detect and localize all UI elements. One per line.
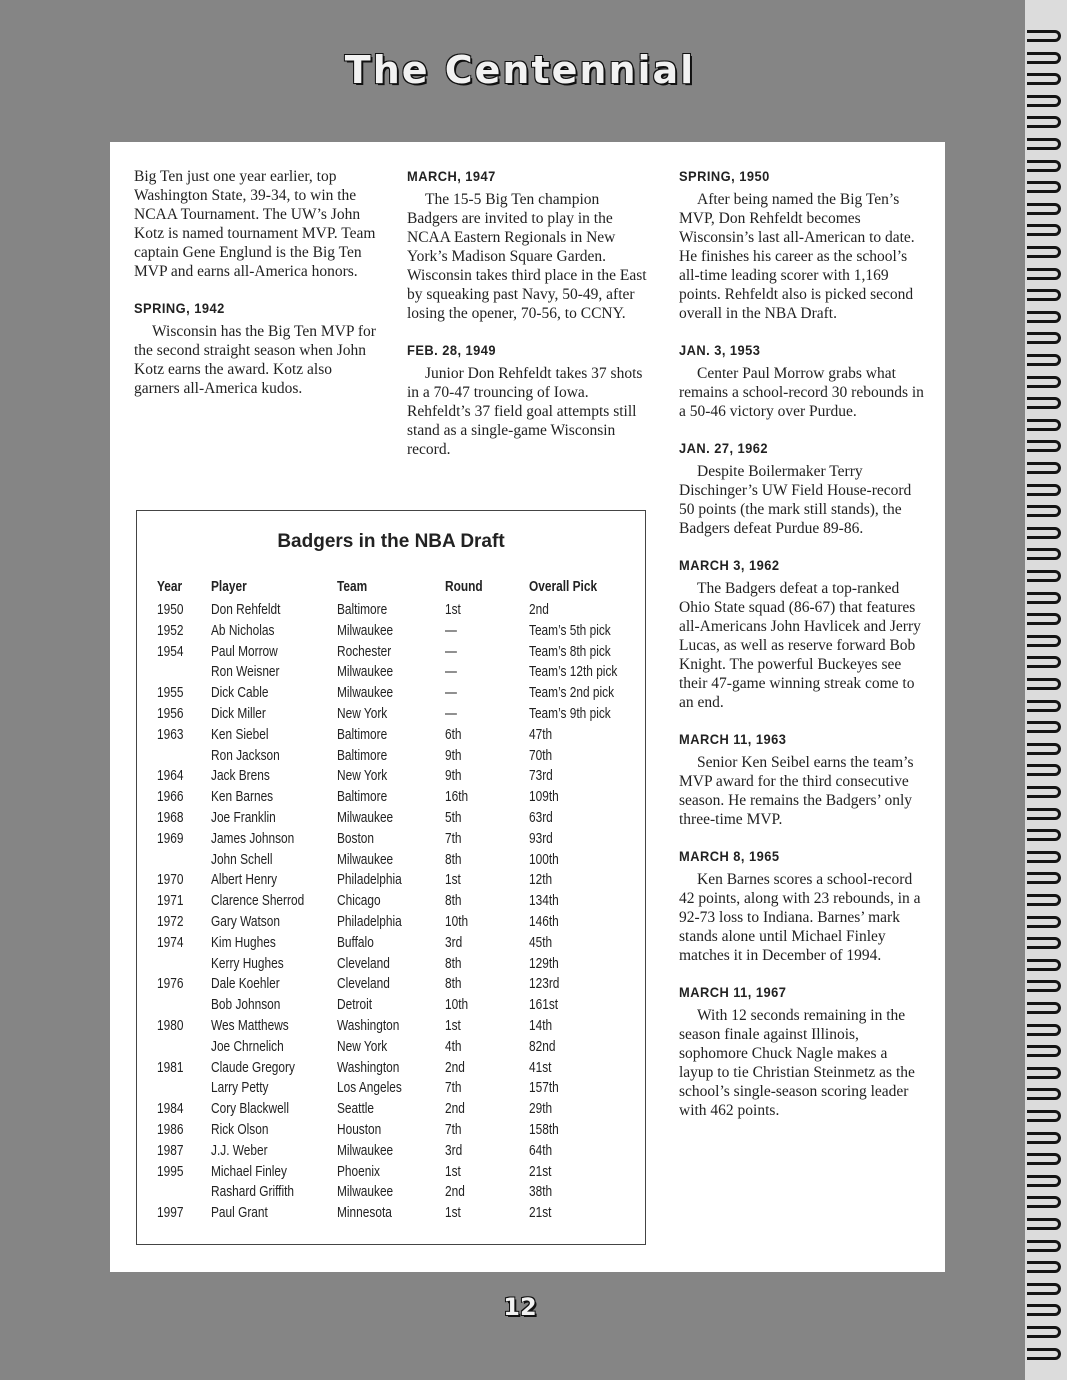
binding-ring <box>1027 160 1061 172</box>
binding-ring <box>1027 786 1061 798</box>
timeline-entry <box>407 167 652 323</box>
cell-round: 7th <box>445 1080 462 1097</box>
entry-text: After being named the Big Ten’s MVP, Don Rehfeldt becomes Wisconsin’s last all-American to date. He finishes his career as the school’s all-time leading scorer with 1,169 points. Rehfeldt also is picked second overall in the NBA Draft. <box>679 191 915 322</box>
binding-ring <box>1027 1153 1061 1165</box>
cell-team: Baltimore <box>337 747 388 764</box>
cell-year: 1956 <box>157 706 184 722</box>
table-row <box>137 768 645 788</box>
cell-round: 2nd <box>445 1059 465 1076</box>
cell-year: 1987 <box>157 1142 184 1159</box>
cell-year: 1976 <box>157 976 184 993</box>
cell-round: 7th <box>445 830 462 847</box>
cell-round: 1st <box>445 1163 461 1180</box>
binding-ring <box>1027 138 1061 150</box>
cell-round: — <box>445 664 457 681</box>
binding-ring <box>1027 635 1061 647</box>
binding-ring <box>1027 224 1061 236</box>
binding-ring <box>1027 1024 1061 1036</box>
cell-round: 6th <box>445 726 462 743</box>
cell-round: 2nd <box>445 1184 465 1201</box>
entry-date: JAN. 27, 1962 <box>679 440 769 456</box>
table-row <box>137 810 645 830</box>
table-row <box>137 1184 645 1204</box>
table-row <box>137 976 645 996</box>
entry-text: Center Paul Morrow grabs what remains a school-record 30 rebounds in a 50-46 victory over Purdue. <box>679 365 924 420</box>
entry-date: MARCH 11, 1967 <box>679 984 787 1000</box>
cell-player: Rashard Griffith <box>211 1184 295 1201</box>
binding-ring <box>1027 743 1061 755</box>
cell-year: 1966 <box>157 789 184 806</box>
binding-ring <box>1027 851 1061 863</box>
cell-overall-pick: 12th <box>529 872 553 889</box>
header-round: Round <box>445 579 483 595</box>
cell-overall-pick: 123rd <box>529 976 560 993</box>
binding-ring <box>1027 700 1061 712</box>
header-team: Team <box>337 579 368 595</box>
binding-ring <box>1027 311 1061 323</box>
timeline-entry <box>407 341 652 459</box>
binding-ring <box>1027 1132 1061 1144</box>
binding-ring <box>1027 419 1061 431</box>
draft-table-title: Badgers in the NBA Draft <box>277 531 505 552</box>
cell-round: 8th <box>445 851 462 868</box>
cell-team: Philadelphia <box>337 914 402 930</box>
cell-player: Clarence Sherrod <box>211 893 305 910</box>
binding-ring <box>1027 1175 1061 1187</box>
table-row <box>137 1143 645 1163</box>
left-column <box>134 167 379 416</box>
right-column <box>679 167 924 1138</box>
header-year: Year <box>157 579 183 595</box>
timeline-entry <box>679 341 924 421</box>
table-row <box>137 602 645 622</box>
entry-text: The Badgers defeat a top-ranked Ohio State squad (86-67) that features all-Americans John Havlicek and Jerry Lucas, as well as reserve forward Bob Knight. The powerful Buckeyes see their 47-game winning streak come to an end. <box>679 580 921 711</box>
cell-year: 1950 <box>157 602 184 618</box>
timeline-entry <box>679 439 924 538</box>
entry-text: Despite Boilermaker Terry Dischinger’s UW Field House-record 50 points (the mark still stands), the Badgers defeat Purdue 89-86. <box>679 463 912 537</box>
binding-ring <box>1027 678 1061 690</box>
cell-player: Cory Blackwell <box>211 1101 289 1118</box>
cell-round: 3rd <box>445 1142 463 1159</box>
cell-year: 1954 <box>157 643 184 660</box>
binding-ring <box>1027 1045 1061 1057</box>
cell-team: Boston <box>337 830 375 847</box>
entry-date: SPRING, 1942 <box>134 300 225 316</box>
table-row <box>137 706 645 726</box>
header-overall-pick: Overall Pick <box>529 579 598 595</box>
cell-overall-pick: Team’s 9th pick <box>529 706 611 722</box>
binding-ring <box>1027 548 1061 560</box>
binding-ring <box>1027 397 1061 409</box>
cell-team: Baltimore <box>337 789 388 806</box>
cell-player: Gary Watson <box>211 914 280 930</box>
cell-round: 2nd <box>445 1101 465 1118</box>
table-row <box>137 664 645 684</box>
page-title: The Centennial <box>344 48 696 92</box>
cell-team: Chicago <box>337 893 381 910</box>
cell-year: 1963 <box>157 726 184 743</box>
binding-ring <box>1027 1326 1061 1338</box>
binding-ring <box>1027 354 1061 366</box>
cell-overall-pick: 14th <box>529 1018 553 1034</box>
table-row <box>137 748 645 768</box>
cell-player: Paul Morrow <box>211 643 278 660</box>
cell-player: Rick Olson <box>211 1122 269 1138</box>
cell-overall-pick: 38th <box>529 1184 553 1201</box>
cell-team: Cleveland <box>337 976 390 993</box>
binding-ring <box>1027 1240 1061 1252</box>
cell-round: — <box>445 685 457 702</box>
cell-overall-pick: 73rd <box>529 768 553 785</box>
table-row <box>137 872 645 892</box>
content-panel <box>110 142 945 1272</box>
entry-date: SPRING, 1950 <box>679 168 770 184</box>
cell-player: Claude Gregory <box>211 1059 295 1076</box>
cell-player: Jack Brens <box>211 768 270 785</box>
binding-ring <box>1027 656 1061 668</box>
binding-ring <box>1027 246 1061 258</box>
cell-team: New York <box>337 1038 388 1055</box>
cell-team: Milwaukee <box>337 685 394 702</box>
cell-year: 1969 <box>157 830 184 847</box>
cell-round: 8th <box>445 976 462 993</box>
cell-year: 1981 <box>157 1059 184 1076</box>
table-row <box>137 1039 645 1059</box>
timeline-entry <box>679 730 924 829</box>
binding-ring <box>1027 872 1061 884</box>
cell-overall-pick: 64th <box>529 1142 553 1159</box>
table-row <box>137 789 645 809</box>
binding-ring <box>1027 937 1061 949</box>
cell-year: 1974 <box>157 934 184 951</box>
binding-ring <box>1027 570 1061 582</box>
table-row <box>137 935 645 955</box>
cell-player: Joe Franklin <box>211 810 276 826</box>
cell-round: — <box>445 622 457 639</box>
timeline-entry <box>679 847 924 965</box>
binding-ring <box>1027 1088 1061 1100</box>
binding-ring <box>1027 268 1061 280</box>
cell-team: Houston <box>337 1122 382 1138</box>
cell-round: 5th <box>445 810 462 826</box>
cell-team: Milwaukee <box>337 1142 394 1159</box>
cell-player: Kim Hughes <box>211 934 276 951</box>
cell-overall-pick: 82nd <box>529 1038 556 1055</box>
cell-year: 1955 <box>157 685 184 702</box>
binding-ring <box>1027 332 1061 344</box>
binding-ring <box>1027 440 1061 452</box>
cell-team: Philadelphia <box>337 872 402 889</box>
binding-ring <box>1027 116 1061 128</box>
cell-overall-pick: 41st <box>529 1059 552 1076</box>
cell-overall-pick: 134th <box>529 893 559 910</box>
binding-ring <box>1027 829 1061 841</box>
draft-table-header <box>137 579 645 599</box>
cell-player: Larry Petty <box>211 1080 269 1097</box>
cell-overall-pick: 2nd <box>529 602 549 618</box>
cell-team: New York <box>337 706 388 722</box>
cell-overall-pick: 29th <box>529 1101 553 1118</box>
cell-team: Milwaukee <box>337 810 394 826</box>
cell-overall-pick: 158th <box>529 1122 559 1138</box>
cell-round: 1st <box>445 1205 461 1222</box>
table-row <box>137 644 645 664</box>
binding-ring <box>1027 1218 1061 1230</box>
cell-year: 1971 <box>157 893 184 910</box>
table-row <box>137 727 645 747</box>
table-row <box>137 997 645 1017</box>
binding-ring <box>1027 894 1061 906</box>
cell-team: Phoenix <box>337 1163 380 1180</box>
table-row <box>137 893 645 913</box>
table-row <box>137 1205 645 1225</box>
cell-overall-pick: 157th <box>529 1080 559 1097</box>
cell-team: Baltimore <box>337 726 388 743</box>
binding-ring <box>1027 1348 1061 1360</box>
table-row <box>137 623 645 643</box>
cell-player: Joe Chrnelich <box>211 1038 284 1055</box>
table-row <box>137 1060 645 1080</box>
table-row <box>137 831 645 851</box>
cell-year: 1972 <box>157 914 184 930</box>
binding-ring <box>1027 1261 1061 1273</box>
cell-overall-pick: 161st <box>529 997 559 1014</box>
binding-ring <box>1027 980 1061 992</box>
binding-ring <box>1027 462 1061 474</box>
cell-year: 1964 <box>157 768 184 785</box>
cell-year: 1995 <box>157 1163 184 1180</box>
cell-player: J.J. Weber <box>211 1142 268 1159</box>
cell-round: 10th <box>445 914 469 930</box>
table-row <box>137 1164 645 1184</box>
spiral-binding <box>1025 0 1067 1380</box>
draft-table <box>136 510 646 1245</box>
cell-year: 1980 <box>157 1018 184 1034</box>
cell-overall-pick: 21st <box>529 1163 552 1180</box>
page-number: 12 <box>503 1293 537 1321</box>
cell-player: Bob Johnson <box>211 997 281 1014</box>
cell-round: 7th <box>445 1122 462 1138</box>
binding-ring <box>1027 959 1061 971</box>
entry-text: Ken Barnes scores a school-record 42 points, along with 23 rebounds, in a 92-73 loss to Indiana. Barnes’ mark stands alone until Michael Finley matches it in December of 1994. <box>679 871 921 964</box>
cell-player: Ken Siebel <box>211 726 269 743</box>
cell-team: Los Angeles <box>337 1080 402 1097</box>
cell-player: Kerry Hughes <box>211 955 284 972</box>
cell-player: Ab Nicholas <box>211 622 275 639</box>
cell-year: 1997 <box>157 1205 184 1222</box>
cell-player: Paul Grant <box>211 1205 268 1222</box>
cell-team: Washington <box>337 1018 400 1034</box>
cell-team: Rochester <box>337 643 392 660</box>
entry-date: JAN. 3, 1953 <box>679 342 761 358</box>
cell-round: — <box>445 643 457 660</box>
cell-overall-pick: 146th <box>529 914 559 930</box>
cell-year: 1968 <box>157 810 184 826</box>
cell-player: Dick Miller <box>211 706 266 722</box>
cell-year: 1984 <box>157 1101 184 1118</box>
binding-ring <box>1027 808 1061 820</box>
entry-text: The 15-5 Big Ten champion Badgers are invited to play in the NCAA Eastern Regionals in New York’s Madison Square Garden. Wisconsin takes third place in the East by squeaking past Navy, 50-49, after losing the opener, 70-56, to CCNY. <box>407 191 647 322</box>
entry-date: MARCH 3, 1962 <box>679 557 780 573</box>
cell-team: New York <box>337 768 388 785</box>
table-row <box>137 914 645 934</box>
cell-round: 4th <box>445 1038 462 1055</box>
cell-team: Seattle <box>337 1101 375 1118</box>
table-row <box>137 1122 645 1142</box>
cell-year: 1952 <box>157 622 184 639</box>
binding-ring <box>1027 916 1061 928</box>
cell-overall-pick: 93rd <box>529 830 553 847</box>
cell-team: Detroit <box>337 997 373 1014</box>
cell-round: — <box>445 706 457 722</box>
cell-player: Ron Weisner <box>211 664 280 681</box>
cell-team: Baltimore <box>337 602 388 618</box>
table-row <box>137 852 645 872</box>
cell-overall-pick: 70th <box>529 747 553 764</box>
entry-text: With 12 seconds remaining in the season finale against Illinois, sophomore Chuck Nagle makes a layup to tie Christian Steinmetz as the school’s single-season scoring leader with 462 points. <box>679 1007 915 1119</box>
table-row <box>137 1018 645 1038</box>
cell-player: Ron Jackson <box>211 747 280 764</box>
entry-text: Senior Ken Seibel earns the team’s MVP award for the third consecutive season. He remains the Badgers’ only three-time MVP. <box>679 754 914 828</box>
cell-player: Don Rehfeldt <box>211 602 281 618</box>
cell-overall-pick: 47th <box>529 726 553 743</box>
cell-round: 1st <box>445 872 461 889</box>
timeline-entry <box>134 299 379 398</box>
binding-ring <box>1027 764 1061 776</box>
binding-ring <box>1027 1067 1061 1079</box>
binding-ring <box>1027 1002 1061 1014</box>
cell-round: 10th <box>445 997 469 1014</box>
cell-team: Minnesota <box>337 1205 392 1222</box>
cell-year: 1970 <box>157 872 184 889</box>
cell-overall-pick: Team’s 12th pick <box>529 664 618 681</box>
timeline-entry <box>679 167 924 323</box>
entry-date: FEB. 28, 1949 <box>407 342 497 358</box>
cell-round: 8th <box>445 955 462 972</box>
cell-round: 1st <box>445 1018 461 1034</box>
cell-team: Cleveland <box>337 955 390 972</box>
cell-team: Washington <box>337 1059 400 1076</box>
binding-ring <box>1027 721 1061 733</box>
cell-player: Dale Koehler <box>211 976 280 993</box>
binding-ring <box>1027 203 1061 215</box>
cell-overall-pick: 100th <box>529 851 559 868</box>
entry-text: Junior Don Rehfeldt takes 37 shots in a 70-47 trouncing of Iowa. Rehfeldt’s 37 field goal attempts still stand as a single-game Wisconsin record. <box>407 365 643 458</box>
binding-ring <box>1027 30 1061 42</box>
table-row <box>137 956 645 976</box>
binding-ring <box>1027 527 1061 539</box>
cell-player: Dick Cable <box>211 685 269 702</box>
cell-round: 3rd <box>445 934 463 951</box>
entry-date: MARCH 11, 1963 <box>679 731 787 747</box>
binding-ring <box>1027 289 1061 301</box>
header-player: Player <box>211 579 247 595</box>
binding-ring <box>1027 505 1061 517</box>
cell-round: 9th <box>445 768 462 785</box>
cell-player: Albert Henry <box>211 872 278 889</box>
cell-player: Ken Barnes <box>211 789 274 806</box>
timeline-entry <box>679 556 924 712</box>
table-row <box>137 1080 645 1100</box>
cell-round: 1st <box>445 602 461 618</box>
cell-team: Milwaukee <box>337 664 394 681</box>
cell-year: 1986 <box>157 1122 184 1138</box>
cell-player: John Schell <box>211 851 273 868</box>
binding-ring <box>1027 95 1061 107</box>
cell-player: Michael Finley <box>211 1163 287 1180</box>
binding-ring <box>1027 1110 1061 1122</box>
entry-date: MARCH, 1947 <box>407 168 496 184</box>
cell-overall-pick: 63rd <box>529 810 553 826</box>
cell-player: James Johnson <box>211 830 295 847</box>
middle-column <box>407 167 652 477</box>
cell-player: Wes Matthews <box>211 1018 289 1034</box>
table-row <box>137 685 645 705</box>
cell-team: Milwaukee <box>337 622 394 639</box>
binding-ring <box>1027 181 1061 193</box>
entry-text: Wisconsin has the Big Ten MVP for the second straight season when John Kotz earns the award. Kotz also garners all-America kudos. <box>134 323 376 397</box>
intro-paragraph: Big Ten just one year earlier, top Washington State, 39-34, to win the NCAA Tournament. The UW’s John Kotz is named tournament MVP. Team captain Gene Englund is the Big Ten MVP and earns all-America honors. <box>134 168 376 280</box>
cell-team: Buffalo <box>337 934 374 951</box>
cell-overall-pick: Team’s 5th pick <box>529 622 611 639</box>
cell-round: 8th <box>445 893 462 910</box>
cell-round: 16th <box>445 789 469 806</box>
binding-ring <box>1027 376 1061 388</box>
cell-round: 9th <box>445 747 462 764</box>
cell-overall-pick: Team’s 8th pick <box>529 643 611 660</box>
binding-ring <box>1027 1196 1061 1208</box>
cell-overall-pick: Team’s 2nd pick <box>529 685 615 702</box>
cell-overall-pick: 45th <box>529 934 553 951</box>
binding-ring <box>1027 484 1061 496</box>
entry-date: MARCH 8, 1965 <box>679 848 780 864</box>
timeline-entry <box>679 983 924 1120</box>
cell-overall-pick: 129th <box>529 955 559 972</box>
table-row <box>137 1101 645 1121</box>
cell-team: Milwaukee <box>337 1184 394 1201</box>
binding-ring <box>1027 613 1061 625</box>
cell-team: Milwaukee <box>337 851 394 868</box>
cell-overall-pick: 109th <box>529 789 559 806</box>
binding-ring <box>1027 592 1061 604</box>
cell-overall-pick: 21st <box>529 1205 552 1222</box>
